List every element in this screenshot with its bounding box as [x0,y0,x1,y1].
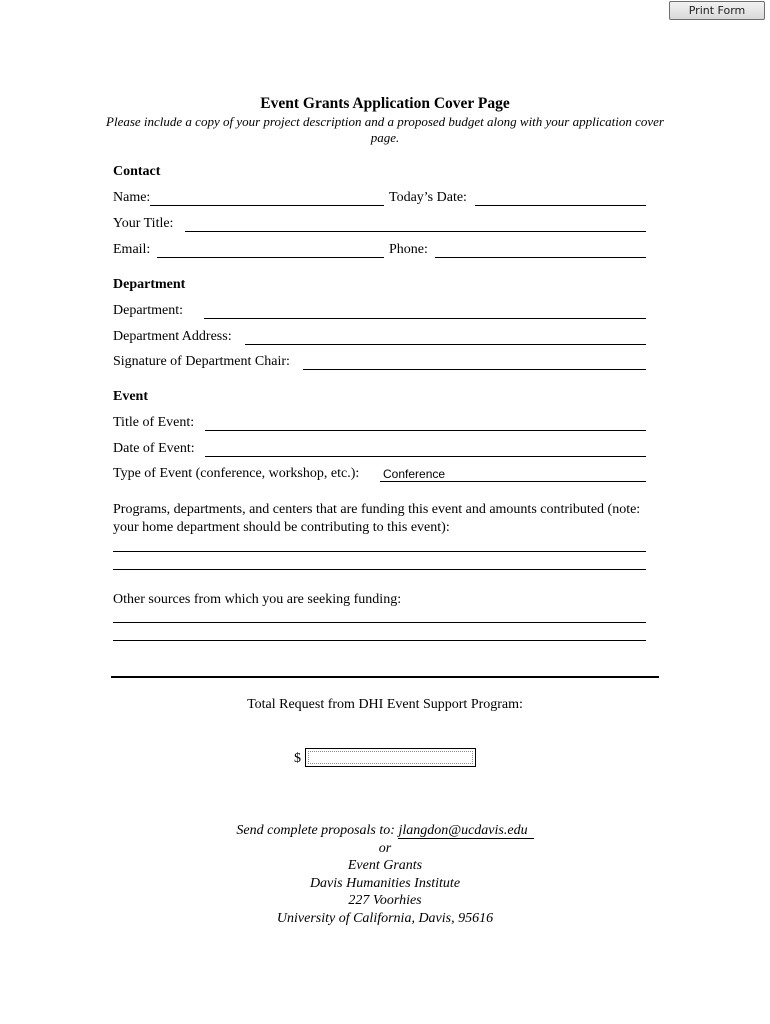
address-line: Davis Humanities Institute [309,876,461,891]
name-date-row [113,188,646,208]
event-heading: Event [113,389,148,404]
programs-funding-line-1[interactable] [113,551,646,552]
event-date-label: Date of Event: [113,441,195,456]
event-type-row [113,464,646,484]
event-date-field[interactable] [205,441,646,457]
name-label: Name: [113,190,151,205]
total-request-label: Total Request from DHI Event Support Program: [247,697,523,712]
department-address-field[interactable] [245,329,646,345]
name-field[interactable] [150,190,384,206]
email-label: Email: [113,242,151,257]
event-type-field[interactable]: Conference [380,466,646,482]
print-form-button[interactable]: Print Form [669,1,765,20]
event-type-label: Type of Event (conference, workshop, etc.): [113,466,360,481]
email-field[interactable] [157,242,384,258]
currency-symbol: $ [294,751,301,766]
send-prefix: Send complete proposals to: [236,823,399,838]
todays-date-label: Today’s Date: [389,190,467,205]
section-divider [111,676,659,678]
total-amount-input[interactable] [305,748,476,767]
programs-funding-prompt: Programs, departments, and centers that are funding this event and amounts contributed (note: your home department should be contributing to this event): [113,502,641,535]
department-field[interactable] [204,303,646,319]
todays-date-field[interactable] [475,190,646,206]
department-label: Department: [113,303,183,318]
address-line: University of California, Davis, 95616 [276,911,494,926]
phone-label: Phone: [389,242,428,257]
instructions-text: Please include a copy of your project description and a proposed budget along with your application cover page. [106,114,664,145]
department-address-label: Department Address: [113,329,232,344]
your-title-field[interactable] [185,216,646,232]
or-text: or [378,841,392,856]
your-title-label: Your Title: [113,216,174,231]
event-title-label: Title of Event: [113,415,195,430]
department-row [113,301,646,321]
signature-label: Signature of Department Chair: [113,354,290,369]
programs-funding-line-2[interactable] [113,569,646,570]
other-sources-line-1[interactable] [113,622,646,623]
send-proposals-line [0,823,770,839]
other-sources-line-2[interactable] [113,640,646,641]
event-date-row [113,439,646,459]
email-phone-row [113,240,646,260]
signature-field[interactable] [303,354,646,370]
contact-heading: Contact [113,164,161,179]
signature-row [113,352,646,372]
contact-email-link[interactable]: jlangdon@ucdavis.edu [398,823,533,839]
event-title-field[interactable] [205,415,646,431]
address-line: 227 Voorhies [348,893,422,908]
address-line: Event Grants [347,858,423,873]
event-title-row [113,413,646,433]
phone-field[interactable] [435,242,646,258]
department-heading: Department [113,277,186,292]
your-title-row [113,214,646,234]
other-sources-prompt: Other sources from which you are seeking funding: [113,592,402,607]
department-address-row [113,327,646,347]
page-title: Event Grants Application Cover Page [260,95,510,112]
